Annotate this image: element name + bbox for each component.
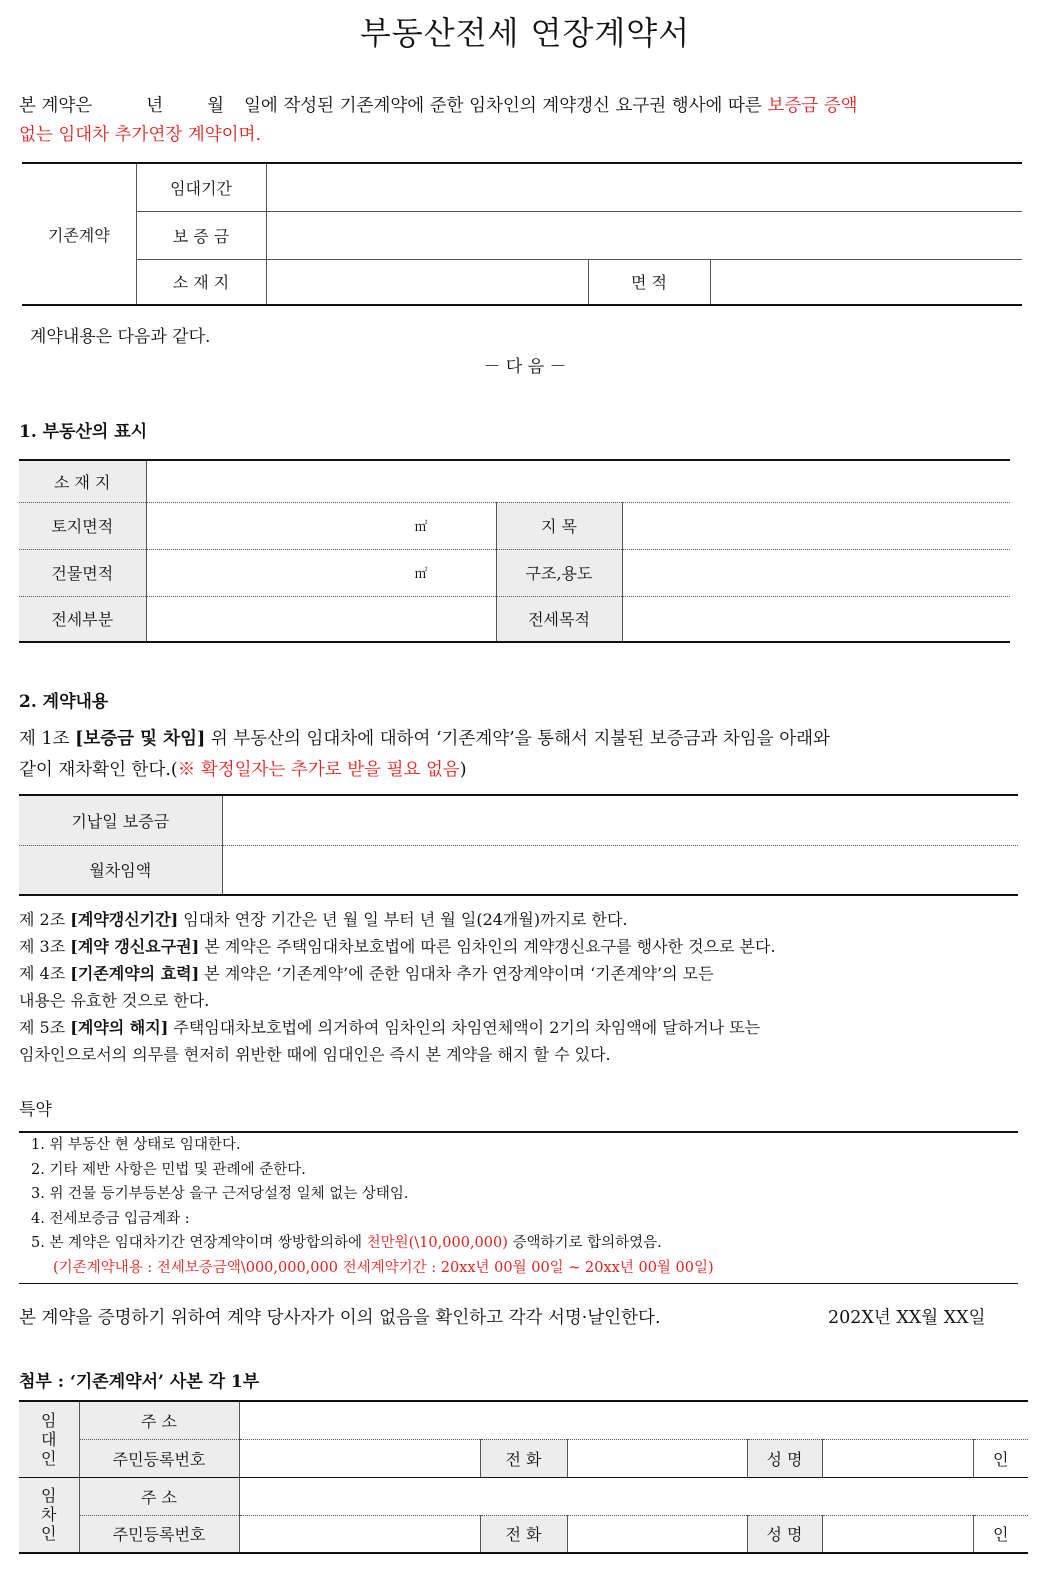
- special-terms-heading: 특약: [19, 1100, 52, 1120]
- lessor-seal: 인: [973, 1439, 1028, 1477]
- article4: [19, 960, 1029, 987]
- lease-purpose-field[interactable]: [622, 596, 1010, 642]
- article2-title: [계약갱신기간]: [70, 910, 179, 929]
- article3-text: 본 계약은 주택임대차보호법에 따른 임차인의 계약갱신요구를 행사한 것으로 본다.: [204, 937, 776, 956]
- lessor-address-label: 주 소: [79, 1401, 239, 1439]
- land-type-field[interactable]: [622, 502, 1010, 549]
- article5-text: 주택임대차보호법에 의거하여 임차인의 차임연체액이 2기의 차임액에 달하거나 또는: [173, 1018, 761, 1037]
- lessee-name-field[interactable]: [822, 1515, 973, 1553]
- existing-contract-label: 기존계약: [22, 163, 136, 305]
- article5-cont: 임차인으로서의 의무를 현저히 위반한 때에 임대인은 즉시 본 계약을 해지 할 수 있다.: [19, 1045, 611, 1064]
- lease-period-field[interactable]: [266, 163, 1022, 211]
- lessor-name-label: 성 명: [747, 1439, 822, 1477]
- existing-contract-table: [22, 162, 1022, 306]
- lessor-phone-label: 전 화: [480, 1439, 567, 1477]
- article4-cont: 내용은 유효한 것으로 한다.: [19, 991, 210, 1010]
- article2-number: 제 2조: [19, 910, 66, 929]
- intro-text-1: 본 계약은: [19, 96, 93, 116]
- special-item-5-note: (기존계약내용 : 전세보증금액\000,000,000 전세계약기간 : 20xx년 00월 00일 ~ 20xx년 00월 00일): [53, 1259, 714, 1276]
- intro-year: 년: [146, 96, 164, 116]
- article1-text2: 같이 재차확인 한다.(: [19, 760, 178, 780]
- special-item-5-text: 5. 본 계약은 임대차기간 연장계약이며 쌍방합의하에: [31, 1235, 363, 1251]
- section1-heading: 1. 부동산의 표시: [19, 422, 148, 442]
- location-label: 소 재 지: [136, 259, 266, 305]
- article4-text: 본 계약은 ‘기존계약’에 준한 임대차 추가 연장계약이며 ‘기존계약’의 모든: [204, 964, 714, 983]
- document-title: 부동산전세 연장계약서: [359, 14, 691, 52]
- articles-2-5: [19, 906, 1029, 1068]
- special-item-1: 1. 위 부동산 현 상태로 임대한다.: [31, 1137, 241, 1153]
- building-area-unit: ㎡: [146, 549, 496, 596]
- article4-title: [기존계약의 효력]: [70, 964, 200, 983]
- article5-number: 제 5조: [19, 1018, 66, 1037]
- lessee-id-field[interactable]: [239, 1515, 480, 1553]
- article1-text: 위 부동산의 임대차에 대하여 ‘기존계약’을 통해서 지불된 보증금과 차임을 아래와: [210, 729, 830, 749]
- lessee-address-label: 주 소: [79, 1477, 239, 1515]
- lessor-id-field[interactable]: [239, 1439, 480, 1477]
- parties-table: [19, 1400, 1028, 1554]
- intro-paragraph: [19, 92, 1029, 150]
- lessor-char-2: 대: [41, 1429, 57, 1449]
- article1-note: ※ 확정일자는 추가로 받을 필요 없음: [177, 760, 460, 780]
- lessee-seal: 인: [993, 1525, 1009, 1545]
- lease-part-field[interactable]: [146, 596, 496, 642]
- deposit-label: 보 증 금: [136, 211, 266, 259]
- article3-title: [계약 갱신요구권]: [70, 937, 200, 956]
- article5: [19, 1014, 1029, 1041]
- land-type-label: 지 목: [496, 502, 622, 549]
- lessee-address-field[interactable]: [239, 1477, 1028, 1515]
- lessor-char-1: 임: [41, 1410, 57, 1430]
- contents-text: 계약내용은 다음과 같다.: [30, 327, 211, 347]
- property-location-field[interactable]: [146, 460, 1010, 502]
- special-item-5-amount: 천만원(\10,000,000): [366, 1235, 508, 1251]
- article2: [19, 906, 1029, 933]
- da-eum: － 다 음 －: [483, 357, 567, 377]
- deposit-field[interactable]: [266, 211, 1022, 259]
- monthly-rent-label: 월차임액: [19, 845, 222, 895]
- location-field[interactable]: [266, 259, 588, 305]
- special-item-5-text2: 증액하기로 합의하였음.: [512, 1235, 662, 1251]
- special-item-4: 4. 전세보증금 입금계좌 :: [31, 1210, 190, 1227]
- lessee-char-1: 임: [41, 1486, 57, 1506]
- section2-heading: 2. 계약내용: [19, 692, 109, 712]
- structure-field[interactable]: [622, 549, 1010, 596]
- lessor-char-3: 인: [41, 1448, 57, 1468]
- paid-deposit-label: 기납일 보증금: [19, 795, 222, 845]
- certify-text: 본 계약을 증명하기 위하여 계약 당사자가 이의 없음을 확인하고 각각 서명·날인한다.: [19, 1308, 661, 1328]
- intro-red-2: 없는 임대차 추가연장 계약이며.: [19, 125, 262, 145]
- article1: [19, 724, 1019, 786]
- lessee-label: [19, 1477, 79, 1553]
- lessee-phone-field[interactable]: [567, 1515, 747, 1553]
- land-area-unit: ㎡: [146, 502, 496, 549]
- article1-close: ): [459, 760, 467, 780]
- deposit-rent-table: [19, 794, 1018, 896]
- intro-text-2: 일에 작성된 기존계약에 준한 임차인의 계약갱신 요구권 행사에 따른: [244, 96, 762, 116]
- building-area-label: 건물면적: [19, 549, 146, 596]
- lessor-phone-field[interactable]: [567, 1439, 747, 1477]
- article1-number: 제 1조: [19, 729, 70, 749]
- structure-label: 구조,용도: [496, 549, 622, 596]
- article5-title: [계약의 해지]: [70, 1018, 169, 1037]
- lessee-name-label: 성 명: [747, 1515, 822, 1553]
- intro-month: 월: [207, 96, 224, 116]
- lessee-phone-label: 전 화: [480, 1515, 567, 1553]
- article4-number: 제 4조: [19, 964, 66, 983]
- lease-part-label: 전세부분: [19, 596, 146, 642]
- lease-purpose-label: 전세목적: [496, 596, 622, 642]
- contract-date: 202X년 XX월 XX일: [828, 1308, 986, 1328]
- lease-period-label: 임대기간: [136, 163, 266, 211]
- lessee-id-label: 주민등록번호: [79, 1515, 239, 1553]
- special-terms-box: [19, 1131, 1018, 1284]
- lessee-char-3: 인: [41, 1524, 57, 1544]
- property-location-label: 소 재 지: [19, 460, 146, 502]
- special-item-5: [31, 1231, 1018, 1256]
- area-field[interactable]: [710, 259, 1022, 305]
- lessor-label: [19, 1401, 79, 1477]
- article1-title: [보증금 및 차임]: [75, 729, 206, 749]
- article2-text: 임대차 연장 기간은 년 월 일 부터 년 월 일(24개월)까지로 한다.: [183, 910, 628, 929]
- special-item-3: 3. 위 건물 등기부등본상 을구 근저당설정 일체 없는 상태임.: [31, 1186, 409, 1202]
- special-item-2: 2. 기타 제반 사항은 민법 및 관례에 준한다.: [31, 1161, 306, 1178]
- lessor-address-field[interactable]: [239, 1401, 1028, 1439]
- intro-red-1: 보증금 증액: [767, 96, 858, 116]
- article3: [19, 933, 1029, 960]
- monthly-rent-field[interactable]: [222, 845, 1018, 895]
- article3-number: 제 3조: [19, 937, 66, 956]
- property-table: [19, 459, 1010, 643]
- lessor-name-field[interactable]: [822, 1439, 973, 1477]
- paid-deposit-field[interactable]: [222, 795, 1018, 845]
- attachment-text: 첨부 : ‘기존계약서’ 사본 각 1부: [19, 1372, 260, 1392]
- lessee-char-2: 차: [41, 1505, 57, 1525]
- lessor-id-label: 주민등록번호: [79, 1439, 239, 1477]
- land-area-label: 토지면적: [19, 502, 146, 549]
- area-label: 면 적: [588, 259, 710, 305]
